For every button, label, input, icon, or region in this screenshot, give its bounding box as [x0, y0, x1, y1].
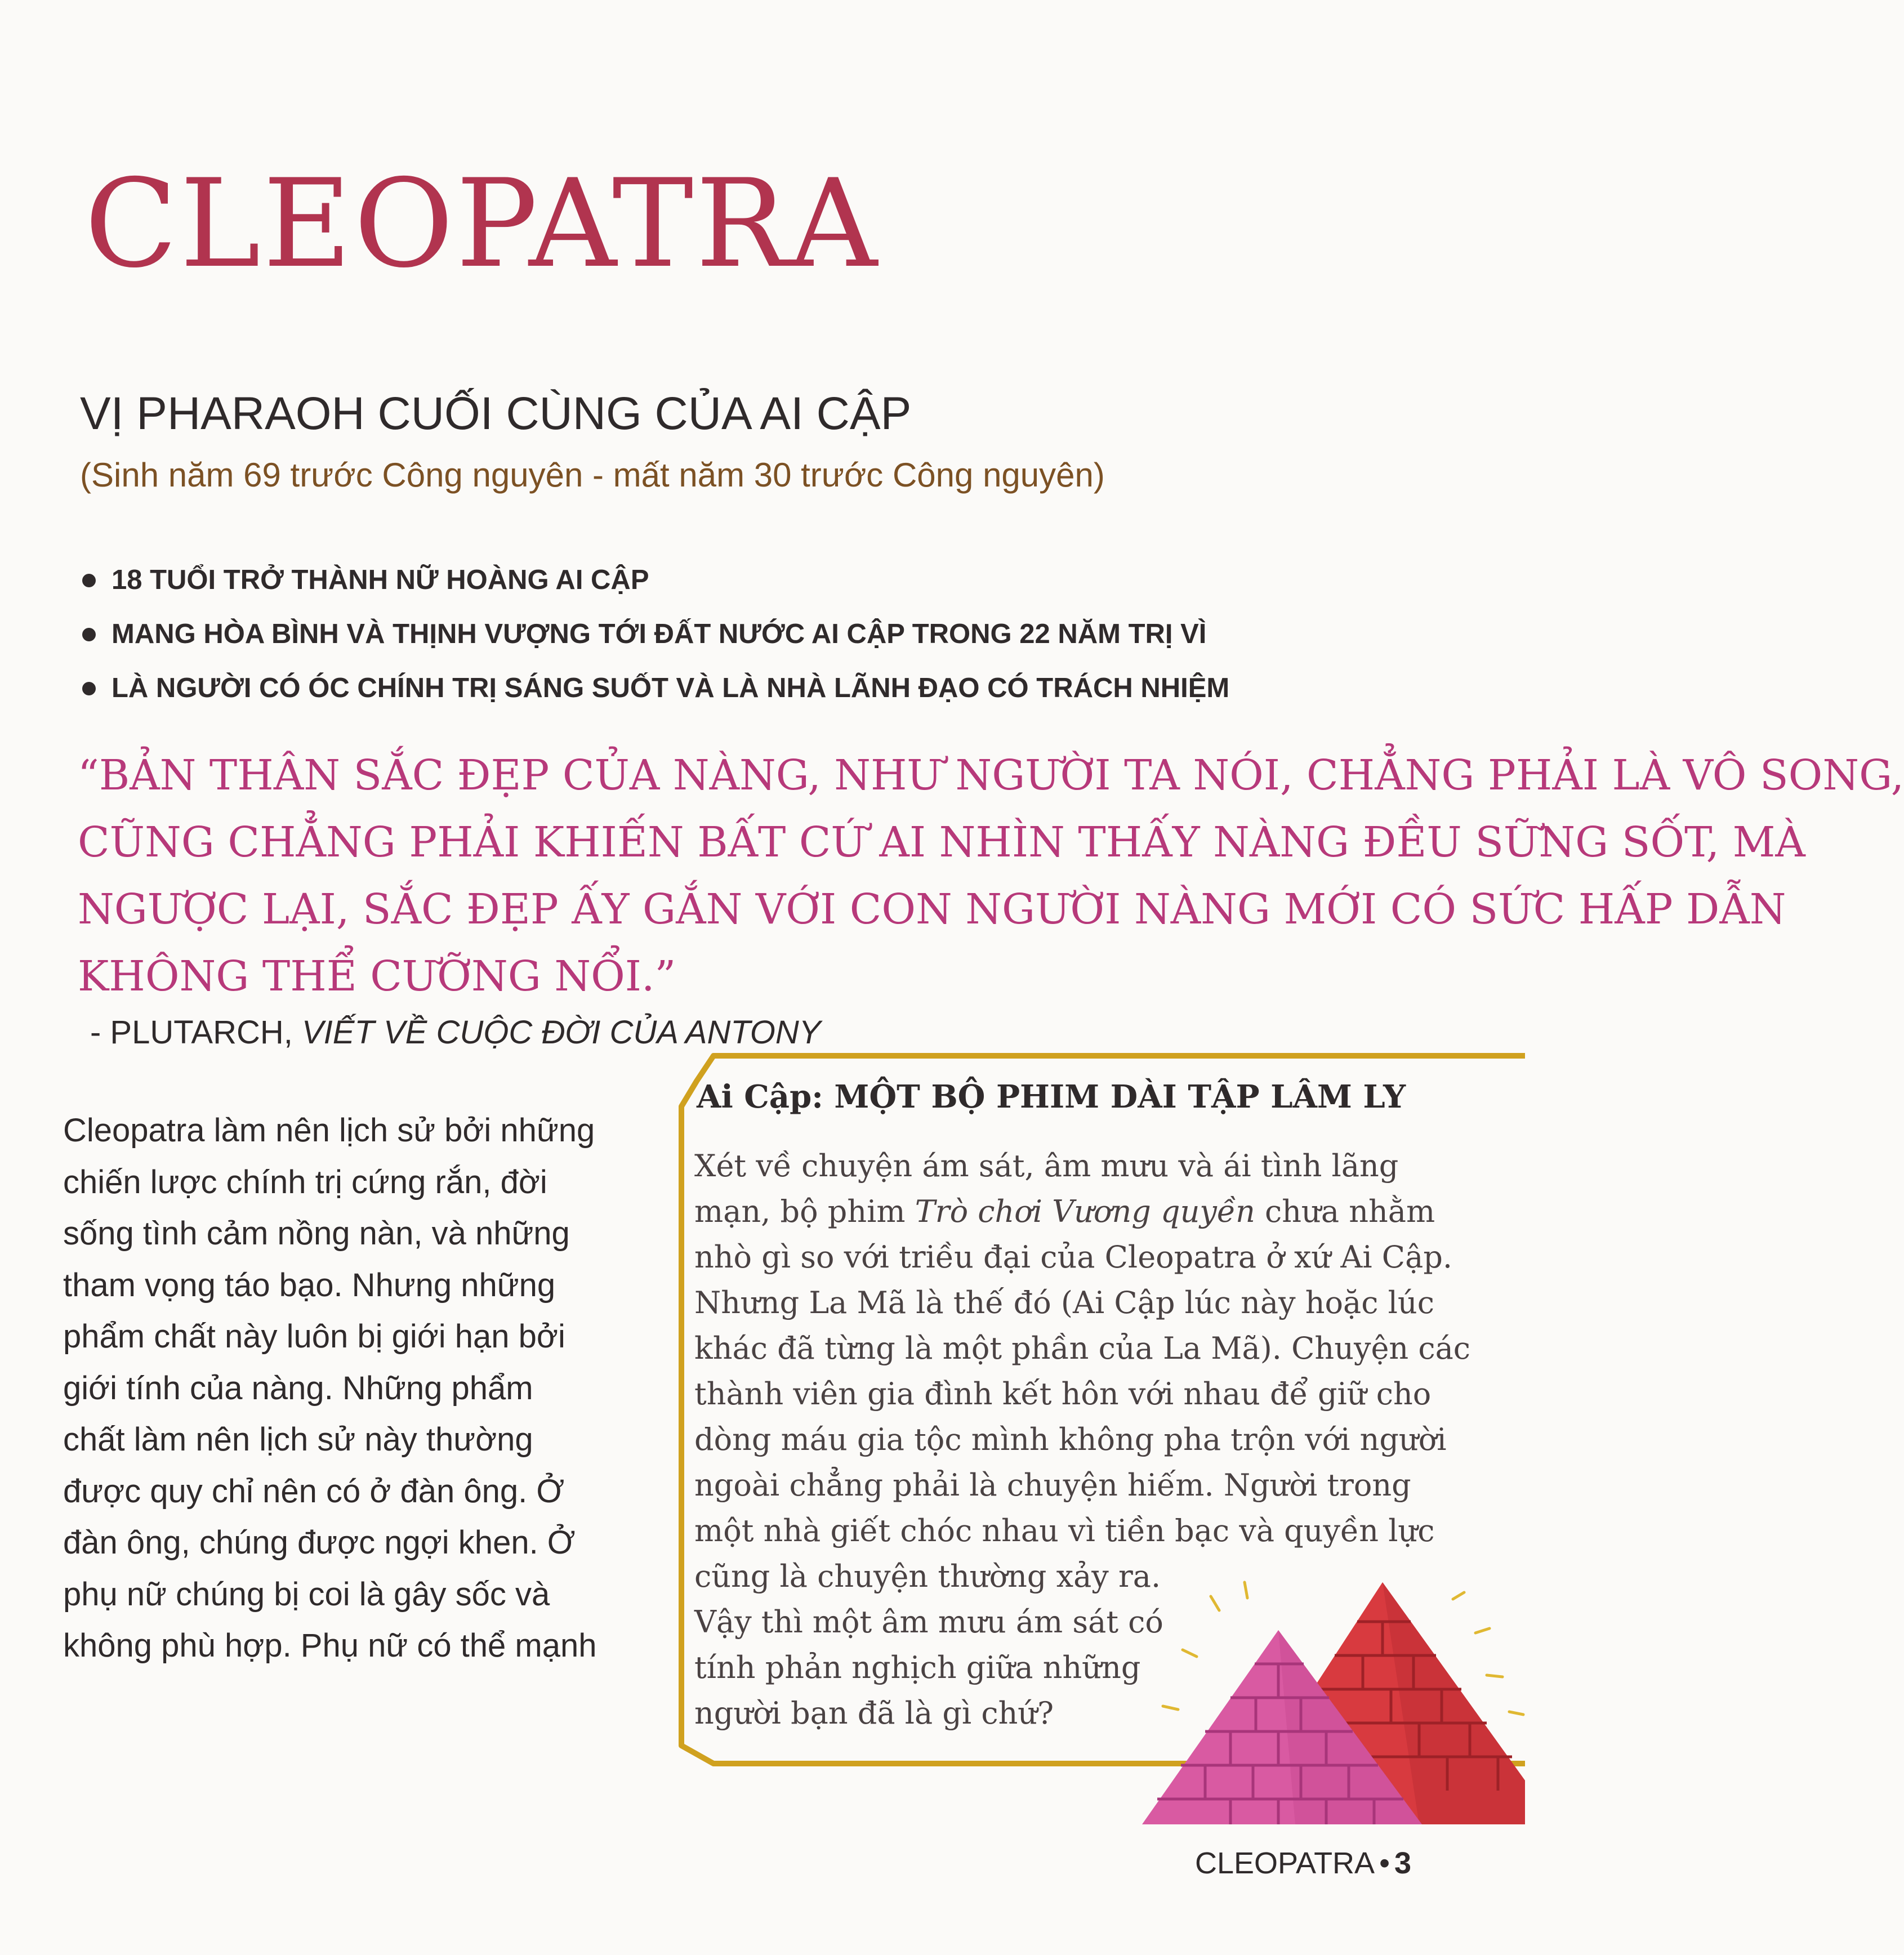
sidebar-heading: Ai Cập: MỘT BỘ PHIM DÀI TẬP LÂM LY: [697, 1078, 1406, 1115]
bullet-dot-icon: [82, 682, 96, 695]
sidebar-line: người bạn đã là gì chứ?: [694, 1695, 1054, 1731]
sidebar-text: chưa nhằm: [1255, 1194, 1435, 1229]
quote-line: “BẢN THÂN SẮC ĐẸP CỦA NÀNG, NHƯ NGƯỜI TA NÓI, CHẲNG PHẢI LÀ VÔ SONG,: [78, 751, 1904, 800]
fact-text: LÀ NGƯỜI CÓ ÓC CHÍNH TRỊ SÁNG SUỐT VÀ LÀ NHÀ LÃNH ĐẠO CÓ TRÁCH NHIỆM: [112, 673, 1230, 703]
quote-line: KHÔNG THỂ CƯỠNG NỔI.”: [78, 952, 676, 1001]
sidebar-line: thành viên gia đình kết hôn với nhau để giữ cho: [694, 1376, 1432, 1412]
sidebar-line: ngoài chẳng phải là chuyện hiếm. Người trong: [694, 1467, 1411, 1503]
body-line: phụ nữ chúng bị coi là gây sốc và: [63, 1575, 550, 1613]
attribution-author: - PLUTARCH,: [90, 1014, 302, 1051]
list-item: [79, 668, 1229, 722]
list-item: [79, 560, 1229, 614]
fact-text: MANG HÒA BÌNH VÀ THỊNH VƯỢNG TỚI ĐẤT NƯỚC AI CẬP TRONG 22 NĂM TRỊ VÌ: [112, 619, 1207, 649]
list-item: [79, 614, 1229, 668]
quote-attribution: [90, 1014, 821, 1051]
sidebar-text: mạn, bộ phim: [694, 1194, 915, 1229]
page-footer: [1195, 1848, 1411, 1878]
bullet-dot-icon: [82, 574, 96, 587]
body-line: Cleopatra làm nên lịch sử bởi những: [63, 1112, 595, 1149]
sidebar-line: tính phản nghịch giữa những: [694, 1650, 1141, 1685]
key-facts-list: [79, 560, 1229, 722]
body-line: tham vọng táo bạo. Nhưng những: [63, 1266, 556, 1304]
body-line: không phù hợp. Phụ nữ có thể mạnh: [63, 1627, 597, 1664]
fact-text: 18 TUỔI TRỞ THÀNH NỮ HOÀNG AI CẬP: [112, 565, 649, 595]
attribution-work: VIẾT VỀ CUỘC ĐỜI CỦA ANTONY: [301, 1014, 821, 1051]
sidebar-line: [694, 1189, 1488, 1234]
page-title: CLEOPATRA: [84, 153, 880, 294]
sidebar-line: Xét về chuyện ám sát, âm mưu và ái tình lãng: [694, 1148, 1399, 1184]
page-subtitle: VỊ PHARAOH CUỐI CÙNG CỦA AI CẬP: [80, 388, 912, 439]
body-line: được quy chỉ nên có ở đàn ông. Ở: [63, 1472, 565, 1510]
body-line: phẩm chất này luôn bị giới hạn bởi: [63, 1318, 565, 1355]
page-number: 3: [1394, 1846, 1412, 1880]
quote-line: CŨNG CHẲNG PHẢI KHIẾN BẤT CỨ AI NHÌN THẤY NÀNG ĐỀU SỮNG SỐT, MÀ: [78, 818, 1805, 867]
body-line: sống tình cảm nồng nàn, và những: [63, 1215, 570, 1252]
sidebar-line: dòng máu gia tộc mình không pha trộn với người: [694, 1422, 1447, 1457]
sidebar-line: một nhà giết chóc nhau vì tiền bạc và quyền lực: [694, 1513, 1435, 1548]
bullet-dot-icon: [82, 628, 96, 641]
plutarch-quote: [78, 742, 1904, 1010]
body-line: giới tính của nàng. Những phẩm: [63, 1369, 533, 1407]
quote-line: NGƯỢC LẠI, SẮC ĐẸP ẤY GẮN VỚI CON NGƯỜI NÀNG MỚI CÓ SỨC HẤP DẪN: [78, 885, 1786, 934]
sidebar-line: Nhưng La Mã là thế đó (Ai Cập lúc này hoặc lúc: [694, 1285, 1434, 1320]
sidebar-line: cũng là chuyện thường xảy ra.: [694, 1559, 1161, 1594]
sidebar-line: khác đã từng là một phần của La Mã). Chuyện các: [694, 1331, 1471, 1366]
sidebar-line: nhò gì so với triều đại của Cleopatra ở xứ Ai Cập.: [694, 1239, 1453, 1275]
body-line: chất làm nên lịch sử này thường: [63, 1421, 533, 1458]
body-line: chiến lược chính trị cứng rắn, đời: [63, 1163, 547, 1200]
footer-label: CLEOPATRA: [1195, 1846, 1375, 1880]
pyramids-illustration: [1126, 1565, 1525, 1824]
sidebar-line: Vậy thì một âm mưu ám sát có: [694, 1604, 1163, 1640]
footer-separator: •: [1379, 1846, 1390, 1880]
show-title: Trò chơi Vương quyền: [915, 1194, 1255, 1229]
life-dates: (Sinh năm 69 trước Công nguyên - mất năm 30 trước Công nguyên): [80, 456, 1105, 494]
body-paragraph: [63, 1105, 626, 1672]
body-line: đàn ông, chúng được ngợi khen. Ở: [63, 1524, 576, 1561]
